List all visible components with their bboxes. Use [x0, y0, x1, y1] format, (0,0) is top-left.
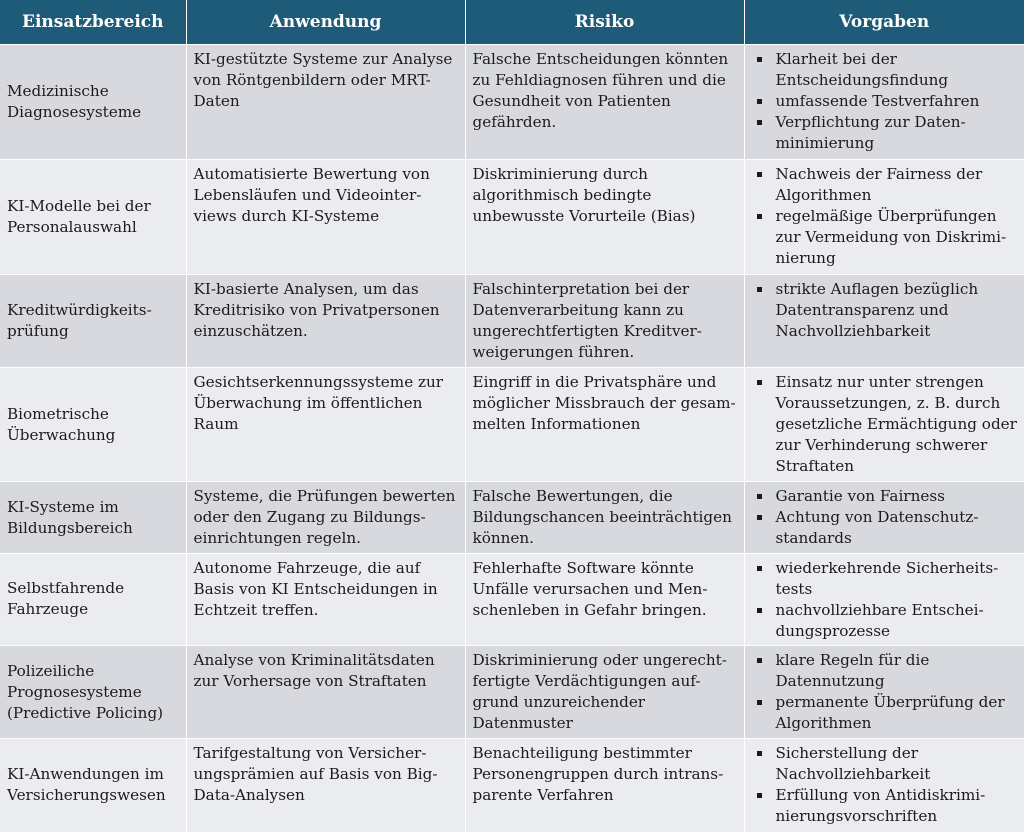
table-row — [0, 646, 1024, 739]
cell-bereich: Selbstfahrende Fahrzeuge — [0, 553, 186, 646]
vorgabe-item: klare Regeln für die Datennutzung — [752, 650, 1019, 692]
vorgaben-list — [752, 164, 1019, 269]
table-row — [0, 553, 1024, 646]
vorgabe-item: Achtung von Datenschutz-standards — [752, 507, 1019, 549]
table-row — [0, 367, 1024, 482]
cell-bereich: KI-Systeme im Bildungsbereich — [0, 482, 186, 553]
table-header-row — [0, 0, 1024, 45]
cell-anwendung: Automatisierte Bewertung von Lebensläufen und Videointer-views durch KI-Systeme — [186, 159, 465, 274]
vorgabe-item: Erfüllung von Antidiskrimi-nierungsvorschriften — [752, 785, 1019, 827]
cell-risiko: Benachteiligung bestimmter Personengruppen durch intrans-parente Verfahren — [465, 738, 744, 832]
vorgaben-list — [752, 486, 1019, 549]
vorgaben-list — [752, 49, 1019, 154]
cell-anwendung: Gesichtserkennungssysteme zur Überwachung im öffentlichen Raum — [186, 367, 465, 482]
cell-vorgaben — [744, 367, 1024, 482]
vorgaben-list — [752, 372, 1019, 477]
cell-anwendung: KI-basierte Analysen, um das Kreditrisiko von Privatpersonen einzuschätzen. — [186, 274, 465, 367]
cell-risiko: Falsche Entscheidungen könnten zu Fehldiagnosen führen und die Gesundheit von Patienten gefährden. — [465, 45, 744, 160]
cell-risiko: Eingriff in die Privatsphäre und möglicher Missbrauch der gesam-melten Informationen — [465, 367, 744, 482]
vorgabe-item: umfassende Testverfahren — [752, 91, 1019, 112]
table-row — [0, 482, 1024, 553]
table-row — [0, 159, 1024, 274]
cell-vorgaben — [744, 45, 1024, 160]
table-row — [0, 274, 1024, 367]
vorgabe-item: Verpflichtung zur Daten-minimierung — [752, 112, 1019, 154]
vorgabe-item: permanente Überprüfung der Algorithmen — [752, 692, 1019, 734]
cell-risiko: Falschinterpretation bei der Datenverarbeitung kann zu ungerechtfertigten Kreditver-weigerungen führen. — [465, 274, 744, 367]
cell-vorgaben — [744, 159, 1024, 274]
cell-anwendung: Analyse von Kriminalitätsdaten zur Vorhersage von Straftaten — [186, 646, 465, 739]
cell-vorgaben — [744, 553, 1024, 646]
vorgabe-item: Nachweis der Fairness der Algorithmen — [752, 164, 1019, 206]
vorgabe-item: wiederkehrende Sicherheits-tests — [752, 558, 1019, 600]
vorgabe-item: nachvollziehbare Entschei-dungsprozesse — [752, 600, 1019, 642]
cell-risiko: Diskriminierung durch algorithmisch bedingte unbewusste Vorurteile (Bias) — [465, 159, 744, 274]
cell-bereich: Polizeiliche Prognosesysteme (Predictive Policing) — [0, 646, 186, 739]
vorgabe-item: regelmäßige Überprüfungen zur Vermeidung von Diskrimi-nierung — [752, 206, 1019, 269]
vorgabe-item: Klarheit bei der Entscheidungsfindung — [752, 49, 1019, 91]
header-einsatzbereich: Einsatzbereich — [0, 0, 186, 45]
header-risiko: Risiko — [465, 0, 744, 45]
cell-bereich: Kreditwürdigkeits-prüfung — [0, 274, 186, 367]
cell-anwendung: Autonome Fahrzeuge, die auf Basis von KI Entscheidungen in Echtzeit treffen. — [186, 553, 465, 646]
table-row — [0, 738, 1024, 832]
vorgabe-item: Garantie von Fairness — [752, 486, 1019, 507]
vorgaben-list — [752, 743, 1019, 827]
header-vorgaben: Vorgaben — [744, 0, 1024, 45]
vorgabe-item: Sicherstellung der Nachvollziehbarkeit — [752, 743, 1019, 785]
cell-bereich: KI-Anwendungen im Versicherungswesen — [0, 738, 186, 832]
cell-vorgaben — [744, 482, 1024, 553]
cell-vorgaben — [744, 274, 1024, 367]
header-anwendung: Anwendung — [186, 0, 465, 45]
cell-anwendung: Tarifgestaltung von Versicher-ungsprämien auf Basis von Big-Data-Analysen — [186, 738, 465, 832]
vorgaben-list — [752, 558, 1019, 642]
cell-bereich: Medizinische Diagnosesysteme — [0, 45, 186, 160]
vorgabe-item: strikte Auflagen bezüglich Datentransparenz und Nachvollziehbarkeit — [752, 279, 1019, 342]
table-body — [0, 45, 1024, 832]
cell-bereich: KI-Modelle bei der Personalauswahl — [0, 159, 186, 274]
vorgabe-item: Einsatz nur unter strengen Voraussetzungen, z. B. durch gesetzliche Ermächtigung oder zur Verhinderung schwerer Straftaten — [752, 372, 1019, 477]
table-row — [0, 45, 1024, 160]
cell-risiko: Falsche Bewertungen, die Bildungschancen beeinträchtigen können. — [465, 482, 744, 553]
cell-vorgaben — [744, 646, 1024, 739]
vorgaben-list — [752, 650, 1019, 734]
cell-risiko: Diskriminierung oder ungerecht-fertigte Verdächtigungen auf-grund unzureichender Datenmuster — [465, 646, 744, 739]
cell-vorgaben — [744, 738, 1024, 832]
cell-bereich: Biometrische Überwachung — [0, 367, 186, 482]
cell-risiko: Fehlerhafte Software könnte Unfälle verursachen und Men-schenleben in Gefahr bringen. — [465, 553, 744, 646]
vorgaben-list — [752, 279, 1019, 342]
cell-anwendung: Systeme, die Prüfungen bewerten oder den Zugang zu Bildungs-einrichtungen regeln. — [186, 482, 465, 553]
cell-anwendung: KI-gestützte Systeme zur Analyse von Röntgenbildern oder MRT-Daten — [186, 45, 465, 160]
